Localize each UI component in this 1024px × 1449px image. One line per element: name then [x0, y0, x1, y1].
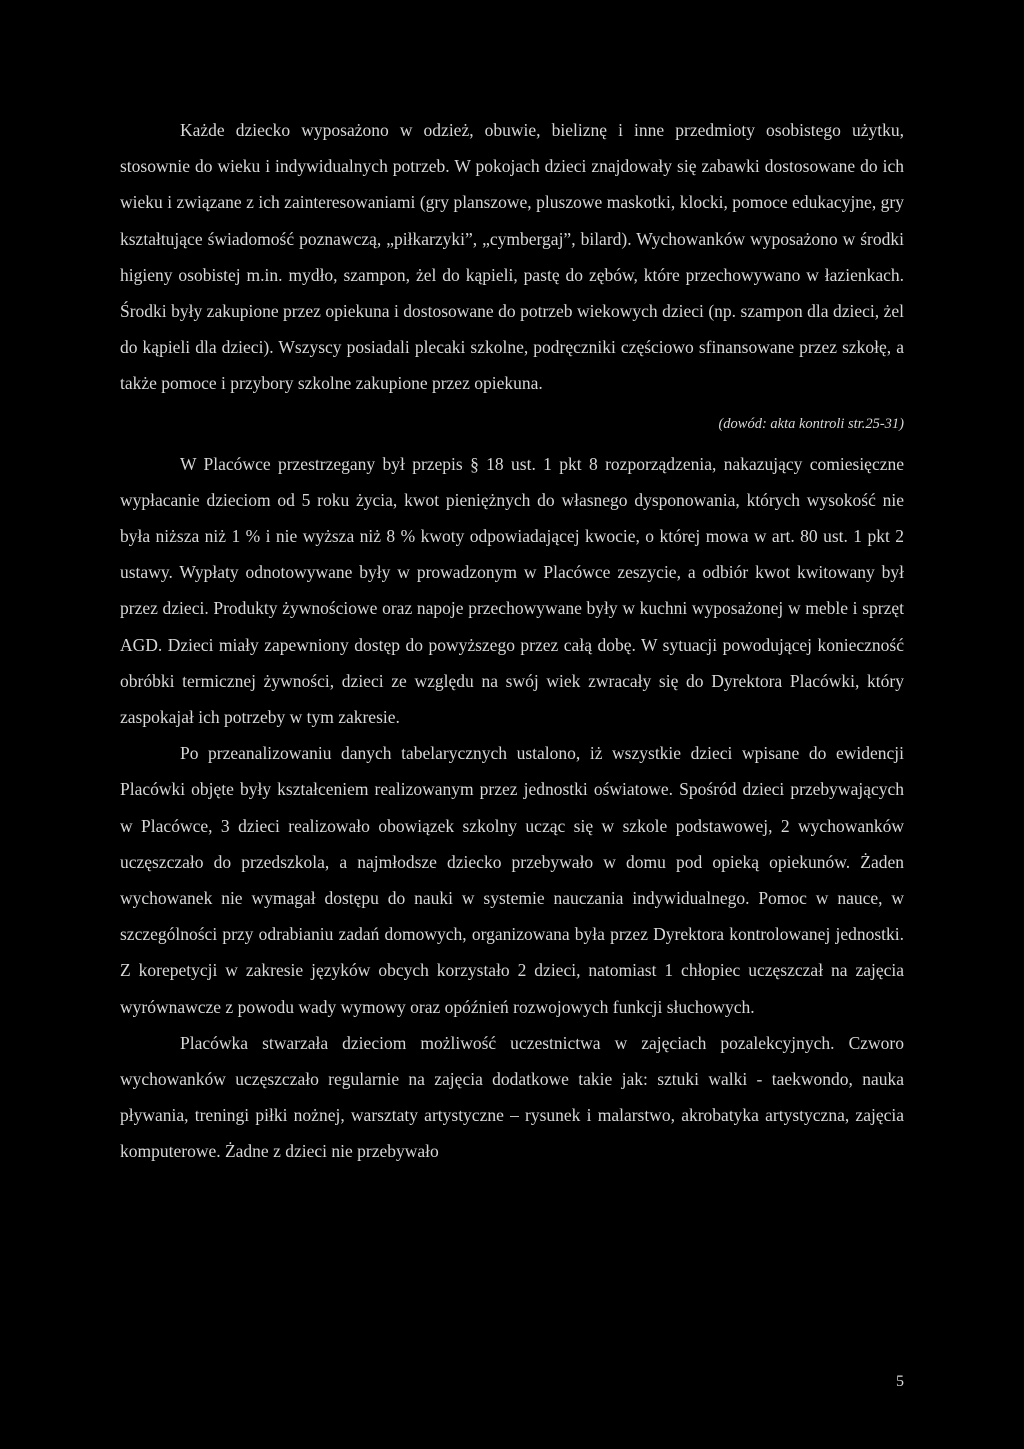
paragraph-pocket-money: W Placówce przestrzegany był przepis § 18 ust. 1 pkt 8 rozporządzenia, nakazujący comiesięczne wypłacanie dzieciom od 5 roku życia, kwot pieniężnych do własnego dysponowania, których wysokość nie była niższa niż 1 % i nie wyższa niż 8 % kwoty odpowiadającej kwocie, o której mowa w art. 80 ust. 1 pkt 2 ustawy. Wypłaty odnotowywane były w prowadzonym w Placówce zeszycie, a odbiór kwot kwitowany był przez dzieci. Produkty żywnościowe oraz napoje przechowywane były w kuchni wyposażonej w meble i sprzęt AGD. Dzieci miały zapewniony dostęp do powyższego przez całą dobę. W sytuacji powodującej konieczność obróbki termicznej żywności, dzieci ze względu na swój wiek zwracały się do Dyrektora Placówki, który zaspokajał ich potrzeby w tym zakresie.	[120, 453, 904, 728]
document-page	[120, 112, 904, 1170]
evidence-reference: (dowód: akta kontroli str.25-31)	[718, 415, 904, 432]
paragraph-personal-items: Każde dziecko wyposażono w odzież, obuwie, bieliznę i inne przedmioty osobistego użytku, stosownie do wieku i indywidualnych potrzeb. W pokojach dzieci znajdowały się zabawki dostosowane do ich wieku i związane z ich zainteresowaniami (gry planszowe, pluszowe maskotki, klocki, pomoce edukacyjne, gry kształtujące świadomość poznawczą, „piłkarzyki”, „cymbergaj”, bilard). Wychowanków wyposażono w środki higieny osobistej m.in. mydło, szampon, żel do kąpieli, pastę do zębów, które przechowywano w łazienkach. Środki były zakupione przez opiekuna i dostosowane do potrzeb wiekowych dzieci (np. szampon dla dzieci, żel do kąpieli dla dzieci). Wszyscy posiadali plecaki szkolne, podręczniki częściowo sfinansowane przez szkołę, a także pomoce i przybory szkolne zakupione przez opiekuna.	[120, 120, 904, 394]
page-number: 5	[896, 1373, 904, 1390]
paragraph-extracurricular: Placówka stwarzała dzieciom możliwość uczestnictwa w zajęciach pozalekcyjnych. Czworo wychowanków uczęszczało regularnie na zajęcia dodatkowe takie jak: sztuki walki - taekwondo, nauka pływania, treningi piłki nożnej, warsztaty artystyczne – rysunek i malarstwo, akrobatyka artystyczna, zajęcia komputerowe. Żadne z dzieci nie przebywało	[120, 1032, 904, 1162]
paragraph-education: Po przeanalizowaniu danych tabelarycznych ustalono, iż wszystkie dzieci wpisane do ewidencji Placówki objęte były kształceniem realizowanym przez jednostki oświatowe. Spośród dzieci przebywających w Placówce, 3 dzieci realizowało obowiązek szkolny ucząc się w szkole podstawowej, 2 wychowanków uczęszczało do przedszkola, a najmłodsze dziecko przebywało w domu pod opieką opiekunów. Żaden wychowanek nie wymagał dostępu do nauki w systemie nauczania indywidualnego. Pomoc w nauce, w szczególności przy odrabianiu zadań domowych, organizowana była przez Dyrektora kontrolowanej jednostki. Z korepetycji w zakresie języków obcych korzystało 2 dzieci, natomiast 1 chłopiec uczęszczał na zajęcia wyrównawcze z powodu wady wymowy oraz opóźnień rozwojowych funkcji słuchowych.	[120, 743, 904, 1017]
